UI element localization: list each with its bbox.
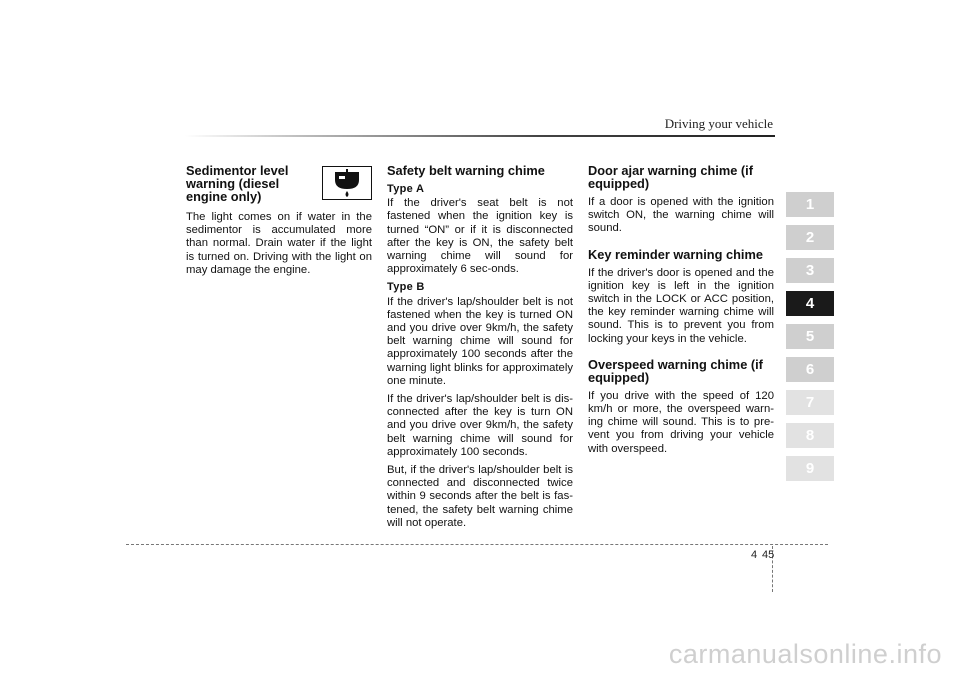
door-ajar-title: Door ajar warning chime (if equipped) [588, 163, 753, 191]
safety-belt-title: Safety belt warning chime [387, 163, 545, 178]
footer-rule [126, 544, 828, 545]
chapter-tab-1[interactable]: 1 [786, 192, 834, 217]
type-b-label: Type B [387, 281, 425, 294]
chapter-tab-9[interactable]: 9 [786, 456, 834, 481]
header-title: Driving your vehicle [664, 116, 773, 131]
page-number: 45 [762, 549, 775, 561]
type-b-body-3: But, if the driver's lap/shoulder belt is connected and disconnected twice within 9 seconds after the belt is fas-tened, the safety belt warning chime will not operate. [387, 464, 573, 529]
type-b-body-2: If the driver's lap/shoulder belt is dis-connected after the key is turn ON and you drive over 9km/h, the safety belt warning chime will sound for approximately 100 seconds. [387, 393, 573, 458]
chapter-tab-6[interactable]: 6 [786, 357, 834, 382]
sedimentor-body: The light comes on if water in the sedimentor is accumulated more than normal. Drain water if the light is turned on. Driving with the light on may damage the engine. [186, 211, 372, 276]
header-rule [185, 135, 775, 137]
key-reminder-body: If the driver's door is opened and the ignition key is left in the ignition switch in the LOCK or ACC position, the key reminder warning chime will sound. This is to prevent you from locking your keys in the vehicle. [588, 266, 774, 345]
type-a-body: If the driver's seat belt is not fastened when the ignition key is turned “ON” or if it is disconnected after the key is ON, the safety belt warning chime will sound for approximately 6 sec-onds. [387, 197, 573, 276]
door-ajar-body: If a door is opened with the ignition switch ON, the warning chime will sound. [588, 196, 774, 235]
key-reminder-title: Key reminder warning chime [588, 246, 763, 262]
overspeed-title: Overspeed warning chime (if equipped) [588, 356, 763, 385]
column-safety-belt [387, 164, 573, 535]
chapter-tabs [786, 192, 834, 489]
chapter-tab-8[interactable]: 8 [786, 423, 834, 448]
column-chimes [588, 164, 774, 461]
sedimentor-title: Sedimentor level warning (diesel engine only) [186, 163, 289, 204]
watermark: carmanualsonline.info [668, 639, 942, 669]
chapter-tab-3[interactable]: 3 [786, 258, 834, 283]
chapter-tab-5[interactable]: 5 [786, 324, 834, 349]
overspeed-body: If you drive with the speed of 120 km/h or more, the overspeed warn-ing chime will sound. This is to pre-vent you from driving your vehicle with overspeed. [588, 389, 774, 455]
page-chapter: 4 [751, 549, 758, 561]
chapter-tab-4[interactable]: 4 [786, 291, 834, 316]
sedimentor-indicator [322, 166, 372, 200]
type-b-body-1: If the driver's lap/shoulder belt is not fastened when the key is turned ON and you drive over 9km/h, the safety belt warning chime will sound for approximately 100 seconds after the warning light blinks for approximately one minute. [387, 295, 573, 387]
chapter-tab-2[interactable]: 2 [786, 225, 834, 250]
sedimentor-warning-icon [323, 167, 371, 199]
type-a-label: Type A [387, 183, 425, 195]
chapter-tab-7[interactable]: 7 [786, 390, 834, 415]
